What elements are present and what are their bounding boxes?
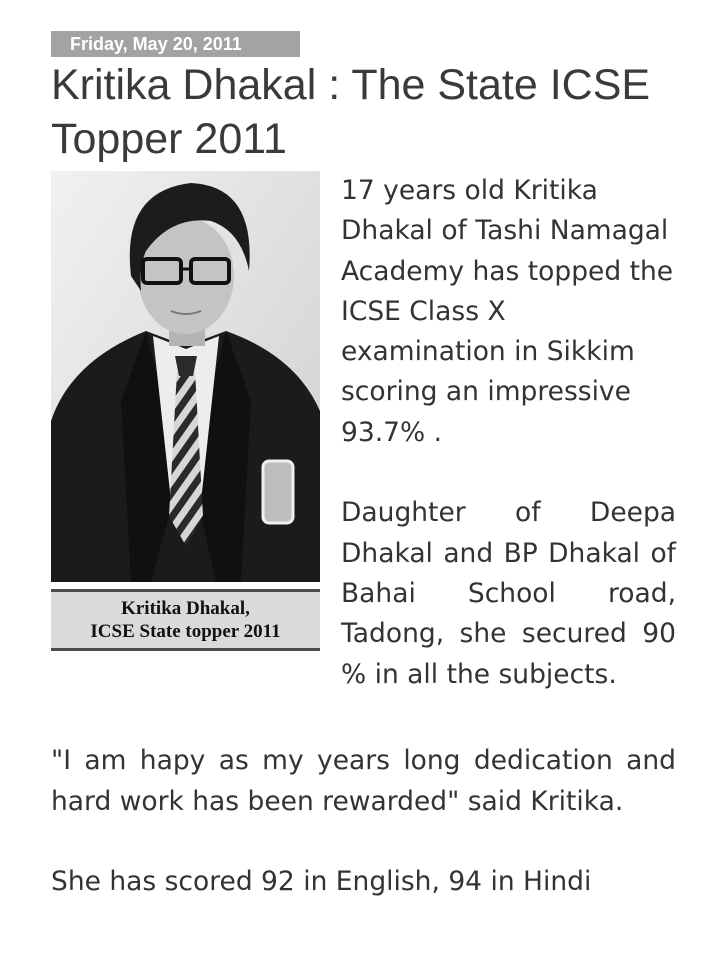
- caption-name: Kritika Dhakal,: [121, 598, 250, 619]
- paragraph-quote: "I am hapy as my years long dedication and hard work has been rewarded" said Kritika.: [51, 745, 676, 817]
- photo-float-spacer: [51, 171, 341, 701]
- paragraph-scores: She has scored 92 in English, 94 in Hindi: [51, 866, 592, 898]
- post-body: [51, 171, 676, 902]
- paragraph-gap: [51, 822, 676, 862]
- paragraph-parents: Daughter of Deepa Dhakal and BP Dhakal of Bahai School road, Tadong, she secured 90 % in all the subjects.: [341, 497, 676, 690]
- paragraph-intro: 17 years old Kritika Dhakal of Tashi Namagal Academy has topped the ICSE Class X examination in Sikkim scoring an impressive 93.7% .: [341, 175, 674, 448]
- paragraph-gap: [51, 701, 676, 741]
- caption-subtitle: ICSE State topper 2011: [90, 621, 281, 642]
- post-title[interactable]: Kritika Dhakal : The State ICSE Topper 2011: [51, 61, 651, 163]
- post-date-header: Friday, May 20, 2011: [51, 31, 300, 57]
